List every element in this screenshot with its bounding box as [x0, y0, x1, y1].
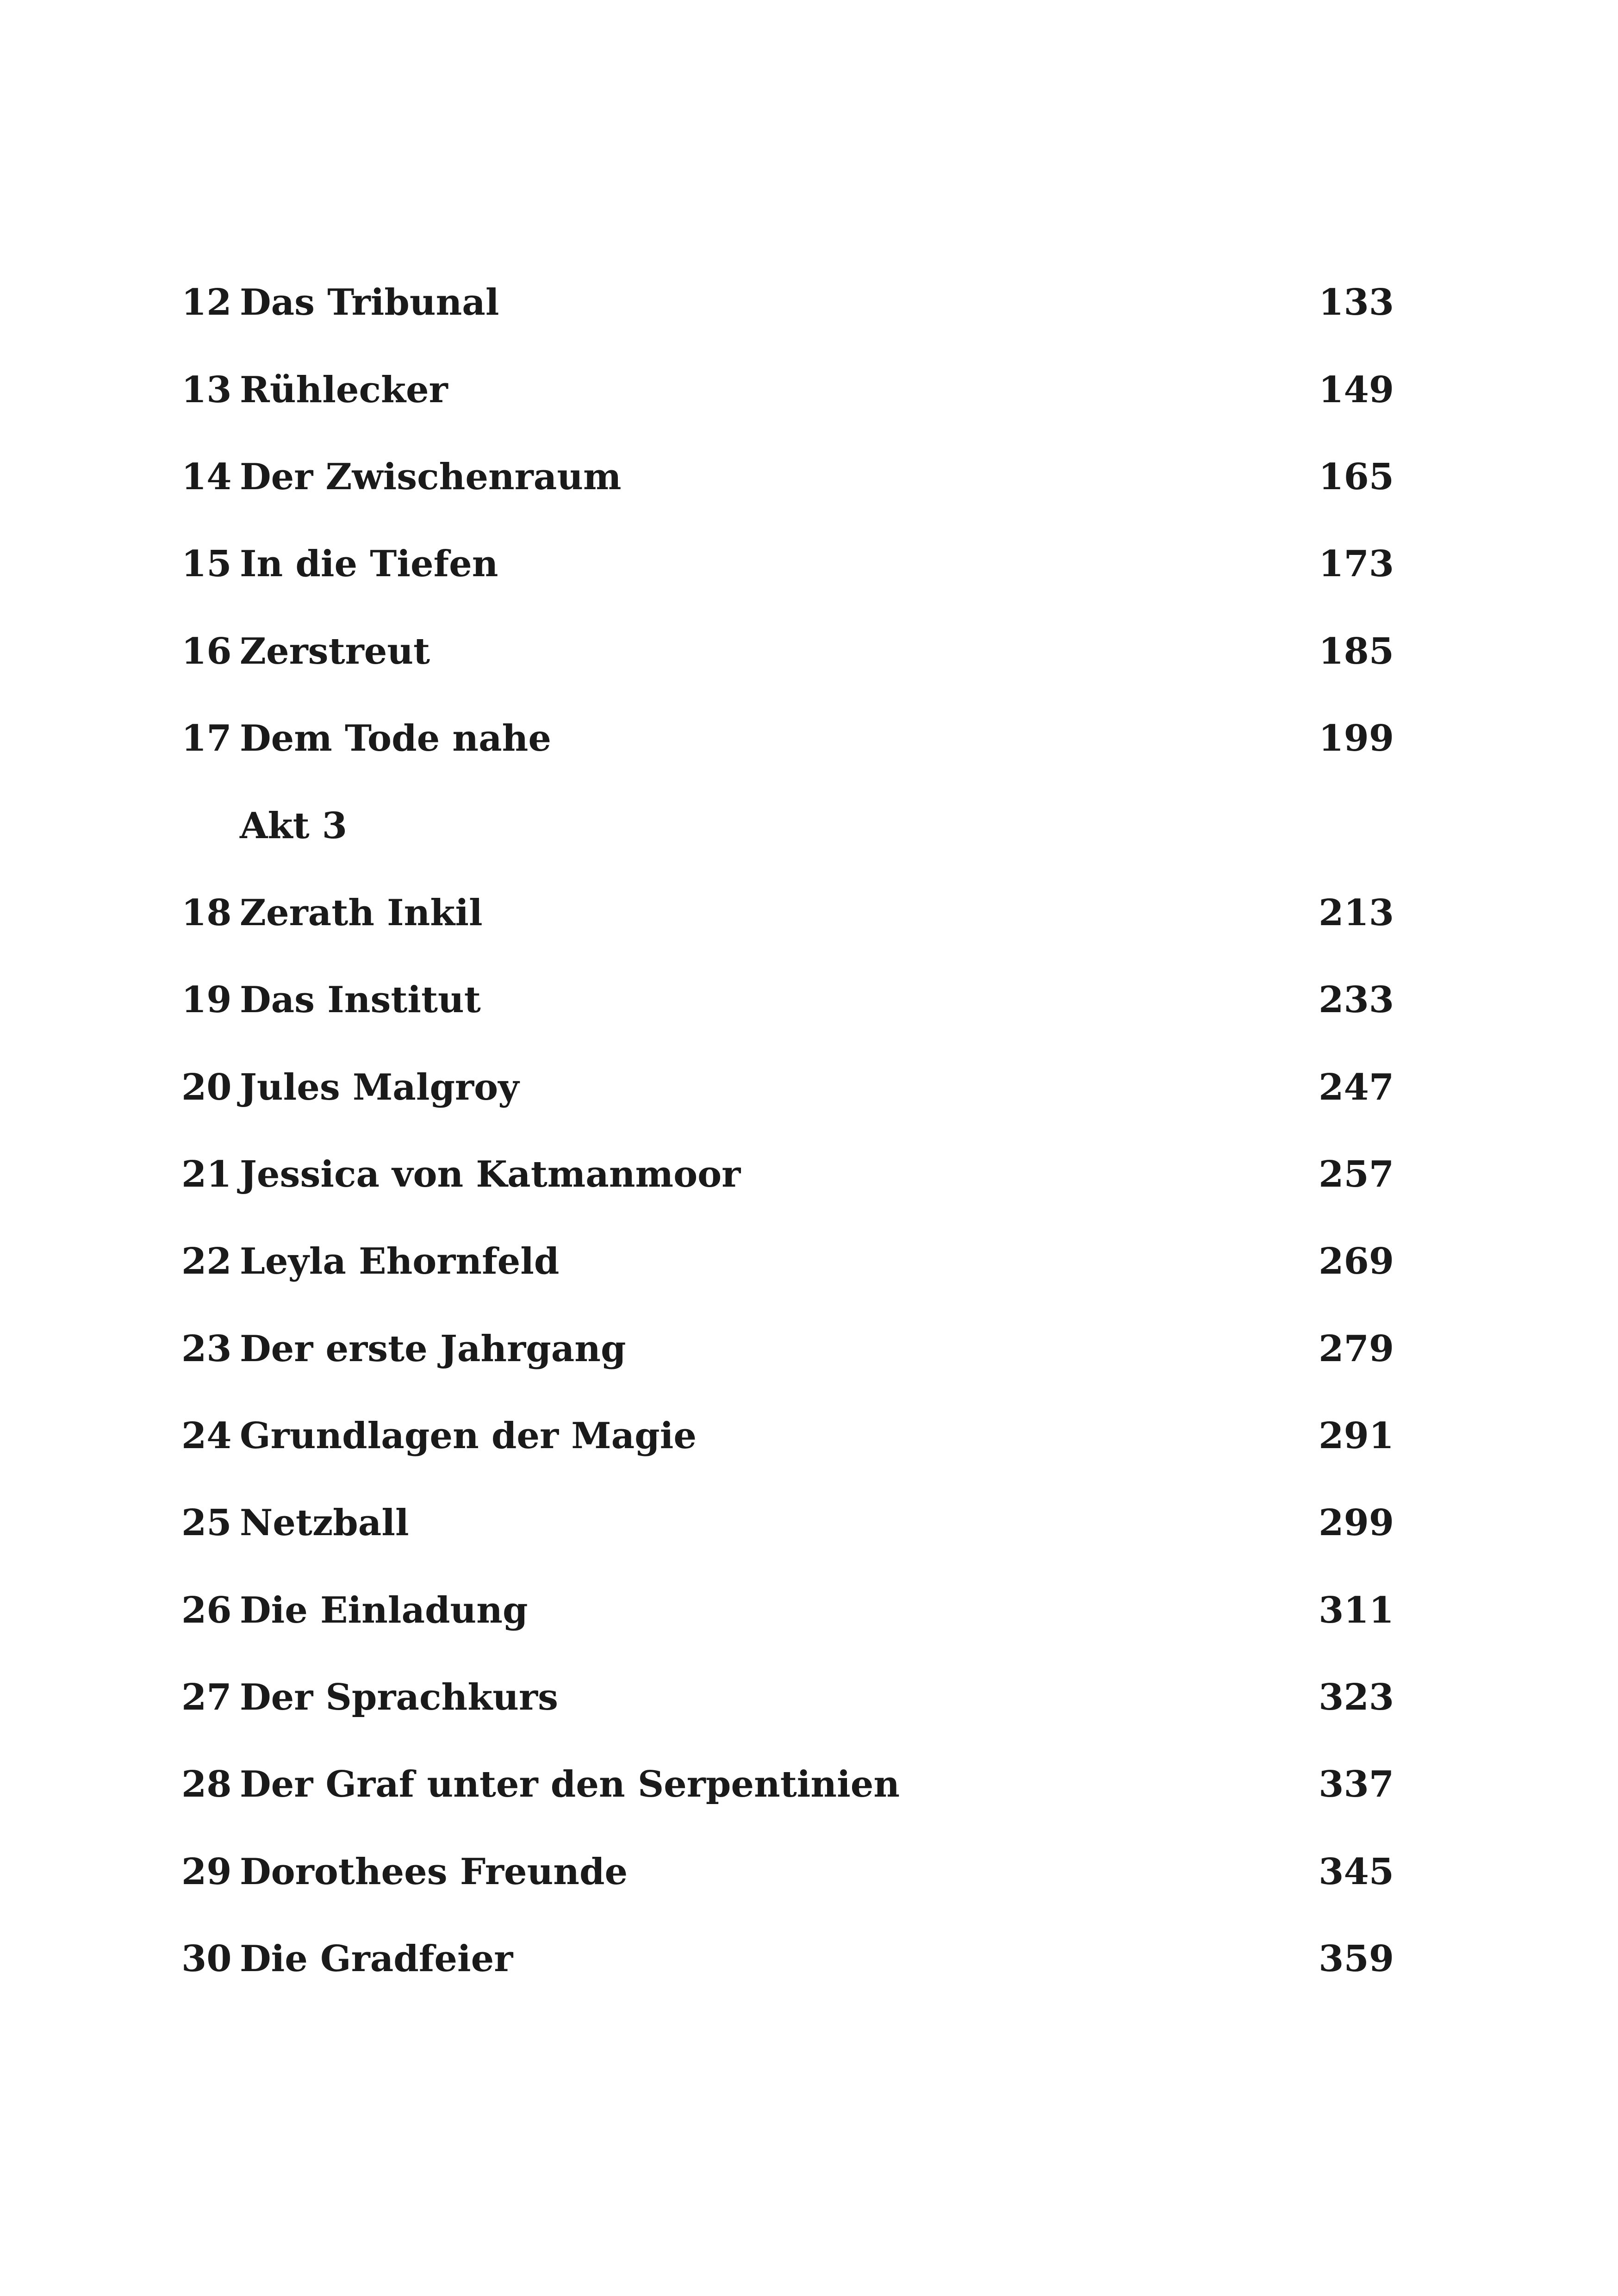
part-title: Akt 3	[240, 805, 348, 847]
toc-entry-24	[181, 1411, 1394, 1462]
page-number: 185	[1319, 630, 1394, 672]
toc-entry-30	[181, 1934, 1394, 1985]
chapter-title: Das Tribunal	[240, 281, 499, 324]
toc-entry-14	[181, 452, 1394, 503]
chapter-number: 26	[181, 1589, 232, 1631]
page-number: 299	[1319, 1502, 1394, 1544]
chapter-title: Die Gradfeier	[240, 1938, 513, 1980]
toc-entry-28	[181, 1759, 1394, 1810]
chapter-title: Zerstreut	[240, 630, 430, 672]
page-number: 359	[1319, 1938, 1394, 1980]
chapter-number: 18	[181, 892, 232, 934]
chapter-number: 13	[181, 369, 232, 411]
toc-entry-13	[181, 365, 1394, 416]
toc-part-heading	[181, 801, 1394, 852]
page-number: 345	[1319, 1851, 1394, 1893]
chapter-number: 17	[181, 717, 232, 759]
toc-entry-20	[181, 1062, 1394, 1113]
chapter-title: Jessica von Katmanmoor	[240, 1153, 741, 1195]
chapter-title: Dorothees Freunde	[240, 1851, 628, 1893]
chapter-title: Jules Malgroy	[240, 1066, 519, 1108]
chapter-title: Der erste Jahrgang	[240, 1328, 626, 1370]
toc-entry-23	[181, 1324, 1394, 1375]
toc-entry-17	[181, 713, 1394, 764]
chapter-number: 19	[181, 979, 232, 1021]
page-number: 257	[1319, 1153, 1394, 1195]
toc-entry-15	[181, 539, 1394, 590]
page-number: 279	[1319, 1328, 1394, 1370]
chapter-title: Der Sprachkurs	[240, 1676, 558, 1718]
chapter-number: 21	[181, 1153, 232, 1195]
page-number: 199	[1319, 717, 1394, 759]
chapter-title: Leyla Ehornfeld	[240, 1240, 560, 1282]
toc-entry-19	[181, 975, 1394, 1026]
chapter-title: Grundlagen der Magie	[240, 1415, 697, 1457]
toc-entry-25	[181, 1498, 1394, 1549]
toc-entry-21	[181, 1149, 1394, 1200]
toc-entry-22	[181, 1236, 1394, 1287]
page-number: 311	[1319, 1589, 1394, 1631]
page-number: 149	[1319, 369, 1394, 411]
page-number: 233	[1319, 979, 1394, 1021]
page-number: 247	[1319, 1066, 1394, 1108]
page-number: 323	[1319, 1676, 1394, 1718]
chapter-number: 15	[181, 543, 232, 585]
chapter-number: 20	[181, 1066, 232, 1108]
chapter-title: Rühlecker	[240, 369, 448, 411]
page-number: 165	[1319, 456, 1394, 498]
page-number: 337	[1319, 1763, 1394, 1805]
toc-entry-16	[181, 626, 1394, 677]
chapter-number: 12	[181, 281, 232, 324]
chapter-number: 16	[181, 630, 232, 672]
chapter-number: 14	[181, 456, 232, 498]
chapter-number: 22	[181, 1240, 232, 1282]
toc-entry-29	[181, 1847, 1394, 1898]
page-number: 269	[1319, 1240, 1394, 1282]
chapter-title: In die Tiefen	[240, 543, 498, 585]
chapter-title: Der Zwischenraum	[240, 456, 622, 498]
chapter-title: Zerath Inkil	[240, 892, 483, 934]
chapter-number: 27	[181, 1676, 232, 1718]
page-number: 291	[1319, 1415, 1394, 1457]
chapter-title: Dem Tode nahe	[240, 717, 551, 759]
chapter-number: 23	[181, 1328, 232, 1370]
toc-entry-18	[181, 888, 1394, 939]
page-number: 213	[1319, 892, 1394, 934]
chapter-number: 30	[181, 1938, 232, 1980]
chapter-title: Der Graf unter den Serpentinien	[240, 1763, 900, 1805]
toc-entry-27	[181, 1672, 1394, 1723]
toc-entry-26	[181, 1585, 1394, 1636]
chapter-number: 25	[181, 1502, 232, 1544]
chapter-number: 29	[181, 1851, 232, 1893]
chapter-number: 24	[181, 1415, 232, 1457]
chapter-number: 28	[181, 1763, 232, 1805]
page-number: 173	[1319, 543, 1394, 585]
chapter-title: Die Einladung	[240, 1589, 528, 1631]
chapter-title: Netzball	[240, 1502, 409, 1544]
chapter-title: Das Institut	[240, 979, 481, 1021]
toc-entry-12	[181, 277, 1394, 328]
page-number: 133	[1319, 281, 1394, 324]
